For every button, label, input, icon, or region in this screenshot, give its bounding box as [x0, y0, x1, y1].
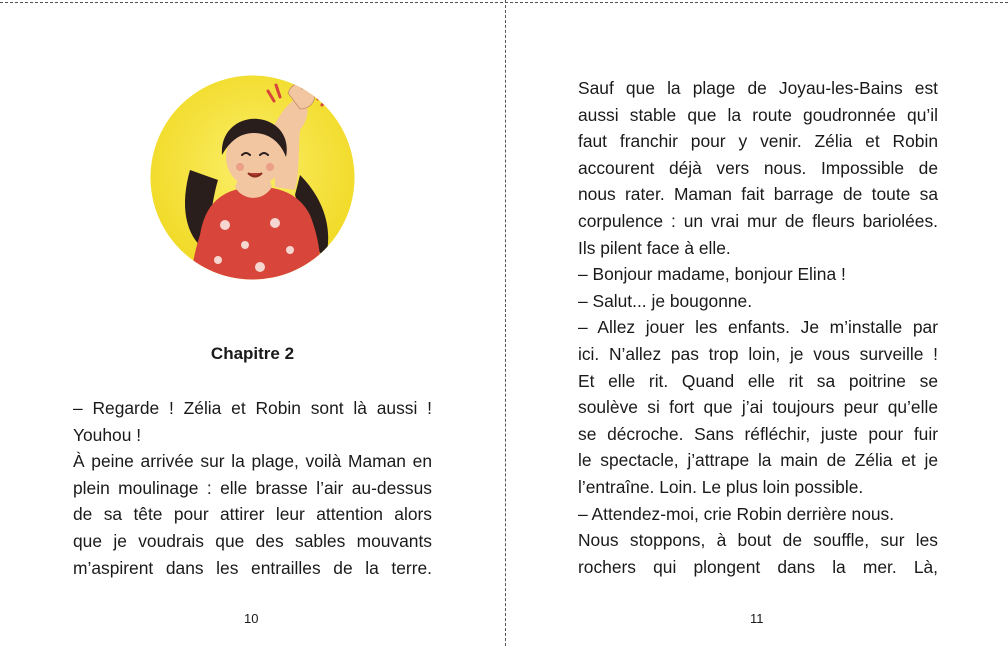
- text-line: faut franchir pour y venir. Zélia et Robin: [578, 131, 938, 152]
- text-line: Sauf que la plage de Joyau-les-Bains est: [578, 78, 938, 98]
- text-line: de sa tête pour attirer leur attention alors: [73, 504, 432, 525]
- text-line: Nous stoppons, à bout de souffle, sur les: [578, 530, 938, 551]
- text-line: se décroche. Sans réfléchir, juste pour fuir: [578, 423, 938, 444]
- page-number-left: 10: [244, 611, 259, 626]
- text-line: – Regarde ! Zélia et Robin sont là aussi !: [73, 398, 432, 418]
- text-line: accourent déjà vers nous. Impossible de: [578, 157, 938, 178]
- text-line: – Allez jouer les enfants. Je m’installe par: [578, 317, 938, 338]
- text-line: soulève si fort que j’ai toujours peur qu’elle: [578, 397, 938, 418]
- text-line: plein moulinage : elle brasse l’air au-dessus: [73, 477, 432, 498]
- text-line: Ils pilent face à elle.: [578, 237, 731, 258]
- text-line: corpulence : un vrai mur de fleurs bariolées.: [578, 210, 938, 231]
- text-line: m’aspirent dans les entrailles de la terre.: [73, 557, 432, 578]
- right-cheek: [266, 163, 274, 171]
- text-line: le spectacle, j’attrape la main de Zélia et je: [578, 450, 938, 471]
- dress-flower: [220, 220, 230, 230]
- text-line: Et elle rit. Quand elle rit sa poitrine se: [578, 370, 938, 391]
- left-cheek: [236, 163, 244, 171]
- chapter-illustration-woman-waving: [150, 75, 355, 280]
- dress-flower: [270, 218, 280, 228]
- dress-flower: [241, 241, 249, 249]
- text-line: À peine arrivée sur la plage, voilà Maman en: [73, 451, 432, 472]
- dress-flower: [286, 246, 294, 254]
- text-line: aussi stable que la route goudronnée qu’il: [578, 104, 938, 125]
- text-line: – Attendez-moi, crie Robin derrière nous.: [578, 503, 895, 524]
- text-line: l’entraîne. Loin. Le plus loin possible.: [578, 476, 864, 497]
- text-line: – Salut... je bougonne.: [578, 290, 753, 311]
- chapter-title: Chapitre 2: [210, 344, 295, 363]
- left-page-body-text: [73, 395, 432, 581]
- text-line: – Bonjour madame, bonjour Elina !: [578, 264, 846, 285]
- dress-flower: [214, 256, 222, 264]
- right-page: [506, 0, 1008, 646]
- page-number-right: 11: [750, 611, 764, 626]
- text-line: rochers qui plongent dans la mer. Là,: [578, 556, 938, 577]
- dress-flower: [255, 262, 265, 272]
- text-line: ici. N’allez pas trop loin, je vous surveille !: [578, 343, 938, 364]
- text-line: Youhou !: [73, 424, 142, 445]
- right-page-body-text: [578, 75, 938, 580]
- smiling-mouth: [248, 173, 262, 177]
- text-line: que je voudrais que des sables mouvants: [73, 530, 432, 551]
- text-line: nous rater. Maman fait barrage de toute sa: [578, 184, 938, 205]
